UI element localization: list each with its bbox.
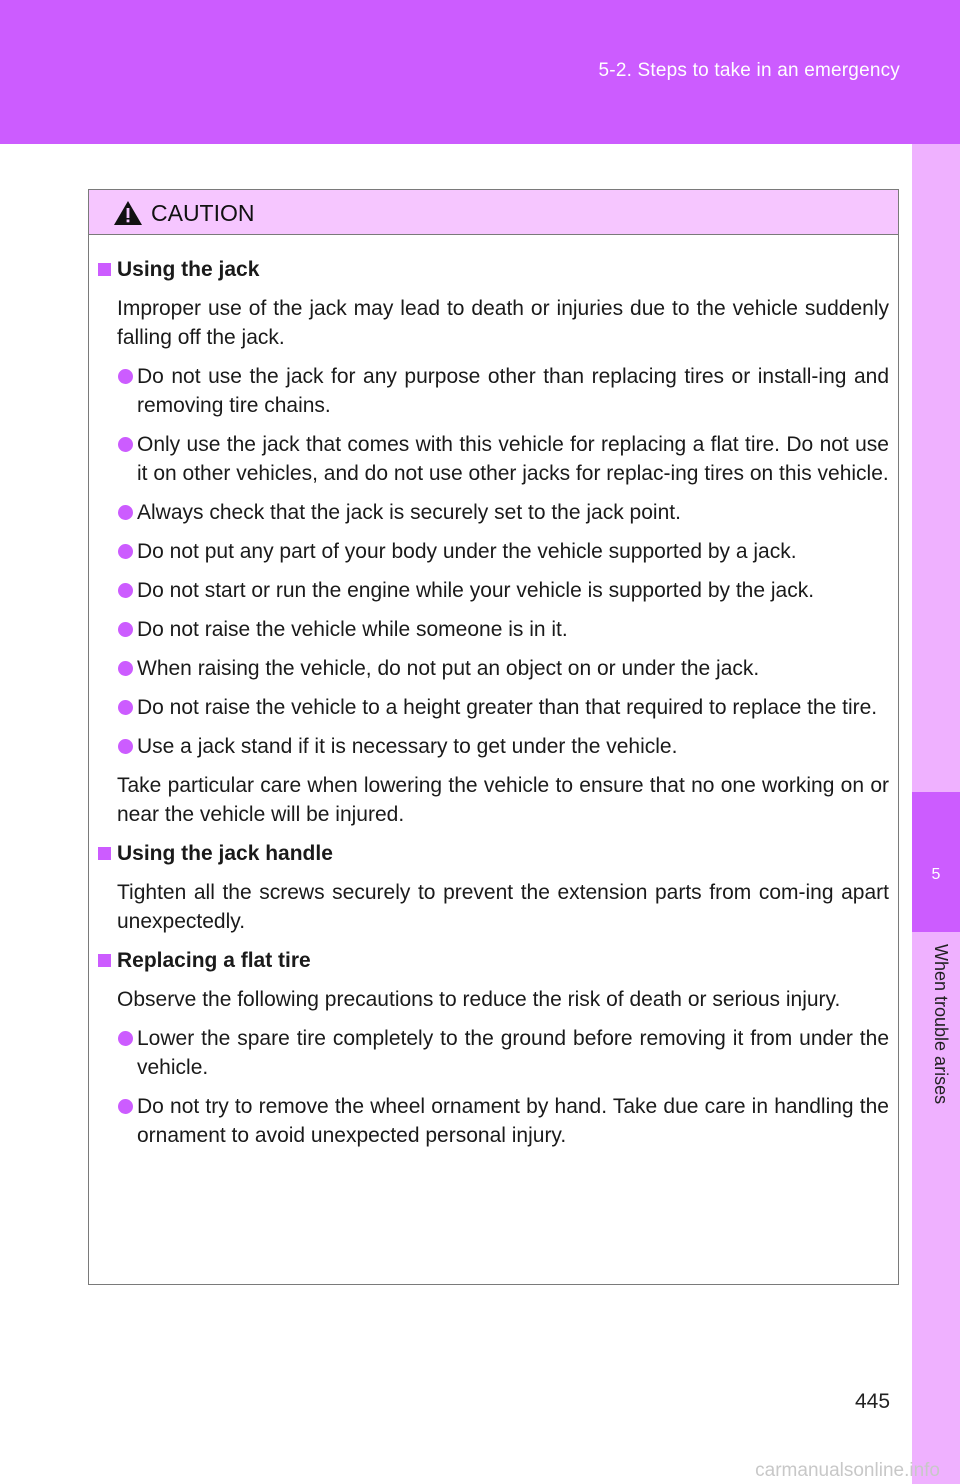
circle-bullet-icon <box>118 505 133 520</box>
caution-box <box>88 189 899 1285</box>
circle-bullet-icon <box>118 739 133 754</box>
list-item: Do not raise the vehicle to a height greater than that required to replace the tire. <box>98 693 889 722</box>
warning-triangle-icon <box>113 200 143 226</box>
list-item: Do not use the jack for any purpose other than replacing tires or install-ing and removing tire chains. <box>98 362 889 420</box>
caution-content <box>89 235 898 1150</box>
list-item: Do not put any part of your body under the vehicle supported by a jack. <box>98 537 889 566</box>
section-intro: Tighten all the screws securely to prevent the extension parts from com-ing apart unexpectedly. <box>117 881 889 933</box>
chapter-number-block <box>912 792 960 932</box>
list-item: Do not raise the vehicle while someone is in it. <box>98 615 889 644</box>
square-bullet-icon <box>98 847 111 860</box>
section-heading: Using the jack handle <box>98 839 889 868</box>
caution-header <box>89 190 898 235</box>
circle-bullet-icon <box>118 369 133 384</box>
chapter-label: When trouble arises <box>931 944 951 1105</box>
section-intro: Observe the following precautions to reduce the risk of death or serious injury. <box>117 988 841 1011</box>
page-number: 445 <box>855 1390 891 1413</box>
circle-bullet-icon <box>118 544 133 559</box>
circle-bullet-icon <box>118 622 133 637</box>
list-item: Do not try to remove the wheel ornament by hand. Take due care in handling the ornament to avoid unexpected personal injury. <box>98 1092 889 1150</box>
circle-bullet-icon <box>118 583 133 598</box>
circle-bullet-icon <box>118 661 133 676</box>
list-item: Only use the jack that comes with this vehicle for replacing a flat tire. Do not use it on other vehicles, and do not use other jacks for replac-ing tires on this vehicle. <box>98 430 889 488</box>
section-heading: Using the jack <box>98 255 889 284</box>
circle-bullet-icon <box>118 1099 133 1114</box>
square-bullet-icon <box>98 954 111 967</box>
watermark: carmanualsonline.info <box>755 1460 940 1481</box>
circle-bullet-icon <box>118 700 133 715</box>
list-item: Lower the spare tire completely to the ground before removing it from under the vehicle. <box>98 1024 889 1082</box>
section-heading: Replacing a flat tire <box>98 946 889 975</box>
page-header <box>0 0 960 144</box>
circle-bullet-icon <box>118 1031 133 1046</box>
caution-title: CAUTION <box>151 200 255 226</box>
section-outro: Take particular care when lowering the vehicle to ensure that no one working on or near the vehicle will be injured. <box>117 774 889 826</box>
chapter-number: 5 <box>931 866 941 883</box>
list-item: When raising the vehicle, do not put an object on or under the jack. <box>98 654 889 683</box>
circle-bullet-icon <box>118 437 133 452</box>
section-title: 5-2. Steps to take in an emergency <box>598 60 900 81</box>
section-intro: Improper use of the jack may lead to death or injuries due to the vehicle suddenly falling off the jack. <box>117 297 889 349</box>
list-item: Do not start or run the engine while your vehicle is supported by the jack. <box>98 576 889 605</box>
list-item: Use a jack stand if it is necessary to get under the vehicle. <box>98 732 889 761</box>
square-bullet-icon <box>98 263 111 276</box>
list-item: Always check that the jack is securely set to the jack point. <box>98 498 889 527</box>
